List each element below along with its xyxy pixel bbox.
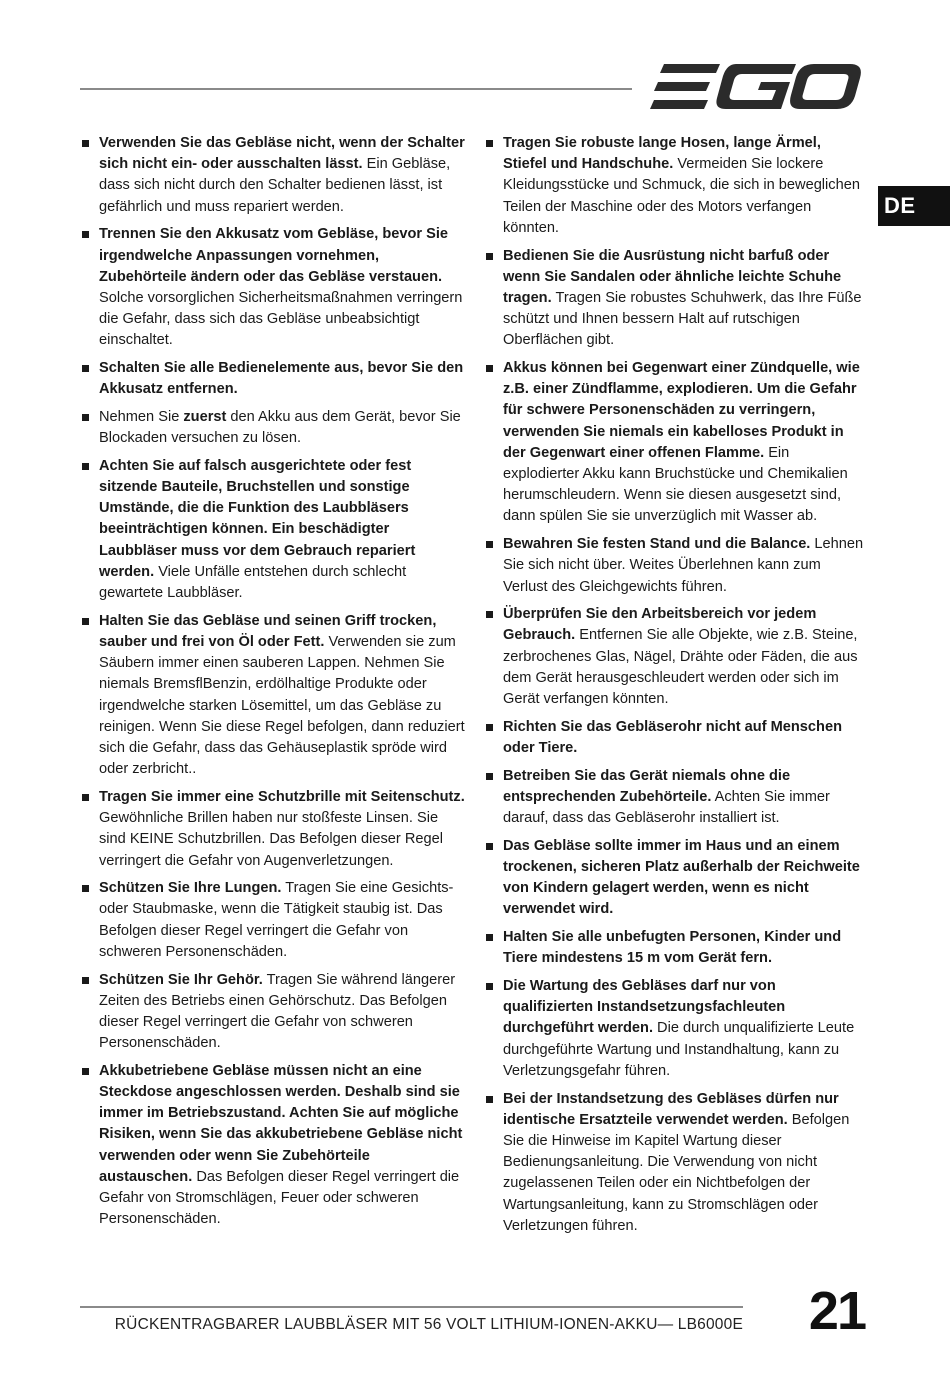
square-bullet-icon [486, 140, 493, 147]
item-bold-text: Tragen Sie immer eine Schutzbrille mit Seitenschutz. [99, 788, 465, 805]
item-bold-text: Akkus können bei Gegenwart einer Zündquelle, wie z.B. einer Zündflamme, explodieren. Um die Gefahr für schwere Personenschäden zu verringern, verwenden Sie niemals ein kabelloses Produkt in der Gegenwart einer offenen Flamme. [503, 360, 860, 461]
item-bold-text: Bedienen Sie die Ausrüstung nicht barfuß oder wenn Sie Sandalen oder ähnliche leichte Schuhe tragen. [503, 247, 842, 306]
bullet-item [484, 1089, 868, 1237]
item-body-text: Tragen Sie eine Gesichts- oder Staubmaske, wenn die Tätigkeit staubig ist. Das Befolgen dieser Regel verringert die Gefahr von schweren Personenschäden. [99, 880, 454, 960]
item-bold-text: Überprüfen Sie den Arbeitsbereich vor jedem Gebrauch. [503, 606, 817, 644]
square-bullet-icon [486, 1096, 493, 1103]
square-bullet-icon [82, 1068, 89, 1075]
item-text-prefix: Nehmen Sie [99, 408, 184, 425]
page-number: 21 [808, 1281, 865, 1341]
square-bullet-icon [486, 724, 493, 731]
bullet-item [484, 976, 868, 1082]
item-bold-text: Schützen Sie Ihre Lungen. [99, 880, 282, 897]
square-bullet-icon [486, 773, 493, 780]
square-bullet-icon [486, 983, 493, 990]
bullet-item [80, 611, 465, 781]
square-bullet-icon [486, 611, 493, 618]
item-bold-text: Die Wartung des Gebläses darf nur von qualifizierten Instandsetzungsfachleuten durchgeführt werden. [503, 978, 786, 1037]
item-bold-text: Richten Sie das Gebläserohr nicht auf Menschen oder Tiere. [503, 718, 842, 756]
bullet-item [80, 224, 465, 351]
square-bullet-icon [82, 463, 89, 470]
item-body-text: Achten Sie immer darauf, dass das Gebläserohr installiert ist. [503, 788, 830, 827]
square-bullet-icon [486, 843, 493, 850]
header-rule [80, 88, 632, 90]
item-bold-text: Akkubetriebene Gebläse müssen nicht an eine Steckdose angeschlossen werden. Deshalb sind sie immer im Betriebszustand. Achten Sie auf mögliche Risiken, wenn Sie das akkubetriebene Gebläse nicht verwenden oder wenn Sie Zubehörteile austauschen. [99, 1062, 463, 1185]
bullet-item [484, 717, 868, 759]
item-body-text: Tragen Sie während längerer Zeiten des Betriebs einen Gehörschutz. Das Befolgen dieser Regel verringert die Gefahr von schweren Personenschäden. [99, 971, 456, 1052]
item-bold-text: Achten Sie auf falsch ausgerichtete oder fest sitzende Bauteile, Bruchstellen und sonstige Umstände, die die Funktion des Laubbläsers beeinträchtigen können. Ein beschädigter Laubbläser muss vor dem Gebrauch repariert werden. [99, 457, 416, 580]
item-bold-text: Halten Sie alle unbefugten Personen, Kinder und Tiere mindestens 15 m vom Gerät fern. [503, 929, 842, 967]
bullet-item [484, 927, 868, 969]
item-body-text: Befolgen Sie die Hinweise im Kapitel Wartung dieser Bedienungsanleitung. Die Verwendung von nicht zugelassenen Teilen oder ein Nichtbefolgen der Wartungsanleitung, kann zu Stromschlägen oder Verletzungen führen. [503, 1111, 850, 1234]
bullet-item [80, 133, 465, 218]
bullet-item [484, 246, 868, 352]
bullet-item [80, 456, 465, 604]
item-body-text: Entfernen Sie alle Objekte, wie z.B. Steine, zerbrochenes Glas, Nägel, Drähte oder Fäden, die aus dem Gerät herausgeschleudert werden oder sich im Gerät verfangen könnten. [503, 627, 858, 708]
item-bold-text: zuerst [183, 408, 227, 425]
square-bullet-icon [82, 794, 89, 801]
bullet-item [80, 878, 465, 963]
item-body-text: Vermeiden Sie lockere Kleidungsstücke und Schmuck, die sich in beweglichen Teilen der Maschine oder des Motors verfangen könnten. [503, 156, 860, 236]
item-body-text: Die durch unqualifizierte Leute durchgeführte Wartung und Instandhaltung, kann zu Verletzungsgefahr führen. [503, 1020, 855, 1079]
bullet-item [80, 407, 465, 449]
square-bullet-icon [82, 618, 89, 625]
item-bold-text: Schalten Sie alle Bedienelemente aus, bevor Sie den Akkusatz entfernen. [99, 360, 464, 398]
item-body-text: Gewöhnliche Brillen haben nur stoßfeste Linsen. Sie sind KEINE Schutzbrillen. Das Befolgen dieser Regel verringert die Gefahr von Augenverletzungen. [99, 810, 443, 869]
ego-logo [650, 62, 862, 114]
item-body-text: Solche vorsorglichen Sicherheitsmaßnahmen verringern die Gefahr, dass sich das Gebläse unbeabsichtigt einschaltet. [99, 289, 463, 349]
bullet-item [484, 836, 868, 921]
item-body-text: Viele Unfälle entstehen durch schlecht gewartete Laubbläser. [99, 563, 407, 602]
item-bold-text: Bei der Instandsetzung des Gebläses dürfen nur identische Ersatzteile verwendet werden. [503, 1090, 839, 1128]
item-body-text: Ein Gebläse, dass sich nicht durch den Schalter bedienen lässt, ist gefährlich und muss repariert werden. [99, 156, 451, 215]
footer-title: RÜCKENTRAGBARER LAUBBLÄSER MIT 56 VOLT LITHIUM-IONEN-AKKU— LB6000E [114, 1316, 743, 1333]
item-body-text: Das Befolgen dieser Regel verringert die Gefahr von Stromschlägen, Feuer oder schweren Personenschäden. [99, 1168, 460, 1228]
item-bold-text: Betreiben Sie das Gerät niemals ohne die entsprechenden Zubehörteile. [503, 767, 791, 805]
bullet-item [484, 766, 868, 830]
bullet-item [80, 787, 465, 872]
bullet-item [484, 133, 868, 239]
item-bold-text: Tragen Sie robuste lange Hosen, lange Ärmel, Stiefel und Handschuhe. [503, 135, 821, 173]
item-bold-text: Das Gebläse sollte immer im Haus und an einem trockenen, sicheren Platz außerhalb der Reichweite von Kindern gelagert werden, wenn es nicht verwendet wird. [503, 837, 860, 918]
right-column [484, 133, 868, 1243]
square-bullet-icon [82, 414, 89, 421]
item-body-text: Verwenden sie zum Säubern immer einen sauberen Lappen. Nehmen Sie niemals BremsflBenzin, erdölhaltige Produkte oder irgendwelche starken Lösemittel, um das Gebläse zu reinigen. Wenn Sie diese Regel befolgen, dann reduziert sich die Gefahr, dass das Gehäuseplastik spröde wird oder zerbricht.. [99, 633, 465, 778]
square-bullet-icon [82, 231, 89, 238]
bullet-item [484, 604, 868, 710]
square-bullet-icon [486, 365, 493, 372]
item-bold-text: Verwenden Sie das Gebläse nicht, wenn der Schalter sich nicht ein- oder ausschalten lässt. [99, 135, 465, 173]
item-bold-text: Schützen Sie Ihr Gehör. [99, 971, 263, 988]
language-tab: DE [878, 186, 950, 226]
square-bullet-icon [486, 934, 493, 941]
item-bold-text: Trennen Sie den Akkusatz vom Gebläse, bevor Sie irgendwelche Anpassungen vornehmen, Zubehörteile ändern oder das Gebläse verstauen. [99, 226, 449, 285]
square-bullet-icon [486, 541, 493, 548]
bullet-item [80, 970, 465, 1055]
item-body-text: Tragen Sie robustes Schuhwerk, das Ihre Füße schützt und Ihnen bessern Halt auf rutschigen Oberflächen gibt. [503, 289, 862, 349]
square-bullet-icon [82, 977, 89, 984]
bullet-item [484, 534, 868, 598]
left-column [80, 133, 465, 1237]
square-bullet-icon [82, 885, 89, 892]
item-body-text: den Akku aus dem Gerät, bevor Sie Blockaden versuchen zu lösen. [99, 408, 461, 447]
square-bullet-icon [82, 140, 89, 147]
item-bold-text: Halten Sie das Gebläse und seinen Griff trocken, sauber und frei von Öl oder Fett. [99, 612, 437, 650]
item-bold-text: Bewahren Sie festen Stand und die Balance. [503, 536, 811, 553]
footer-rule [80, 1306, 743, 1308]
bullet-item [80, 1061, 465, 1231]
bullet-item [80, 358, 465, 400]
bullet-item [484, 358, 868, 528]
square-bullet-icon [82, 365, 89, 372]
item-body-text: Lehnen Sie sich nicht über. Weites Überlehnen kann zum Verlust des Gleichgewichts führen. [503, 536, 864, 595]
item-body-text: Ein explodierter Akku kann Bruchstücke und Chemikalien herumschleudern. Wenn sie diesen ausgesetzt sind, dann spülen Sie sie unverzüglich mit Wasser ab. [503, 444, 848, 525]
square-bullet-icon [486, 253, 493, 260]
